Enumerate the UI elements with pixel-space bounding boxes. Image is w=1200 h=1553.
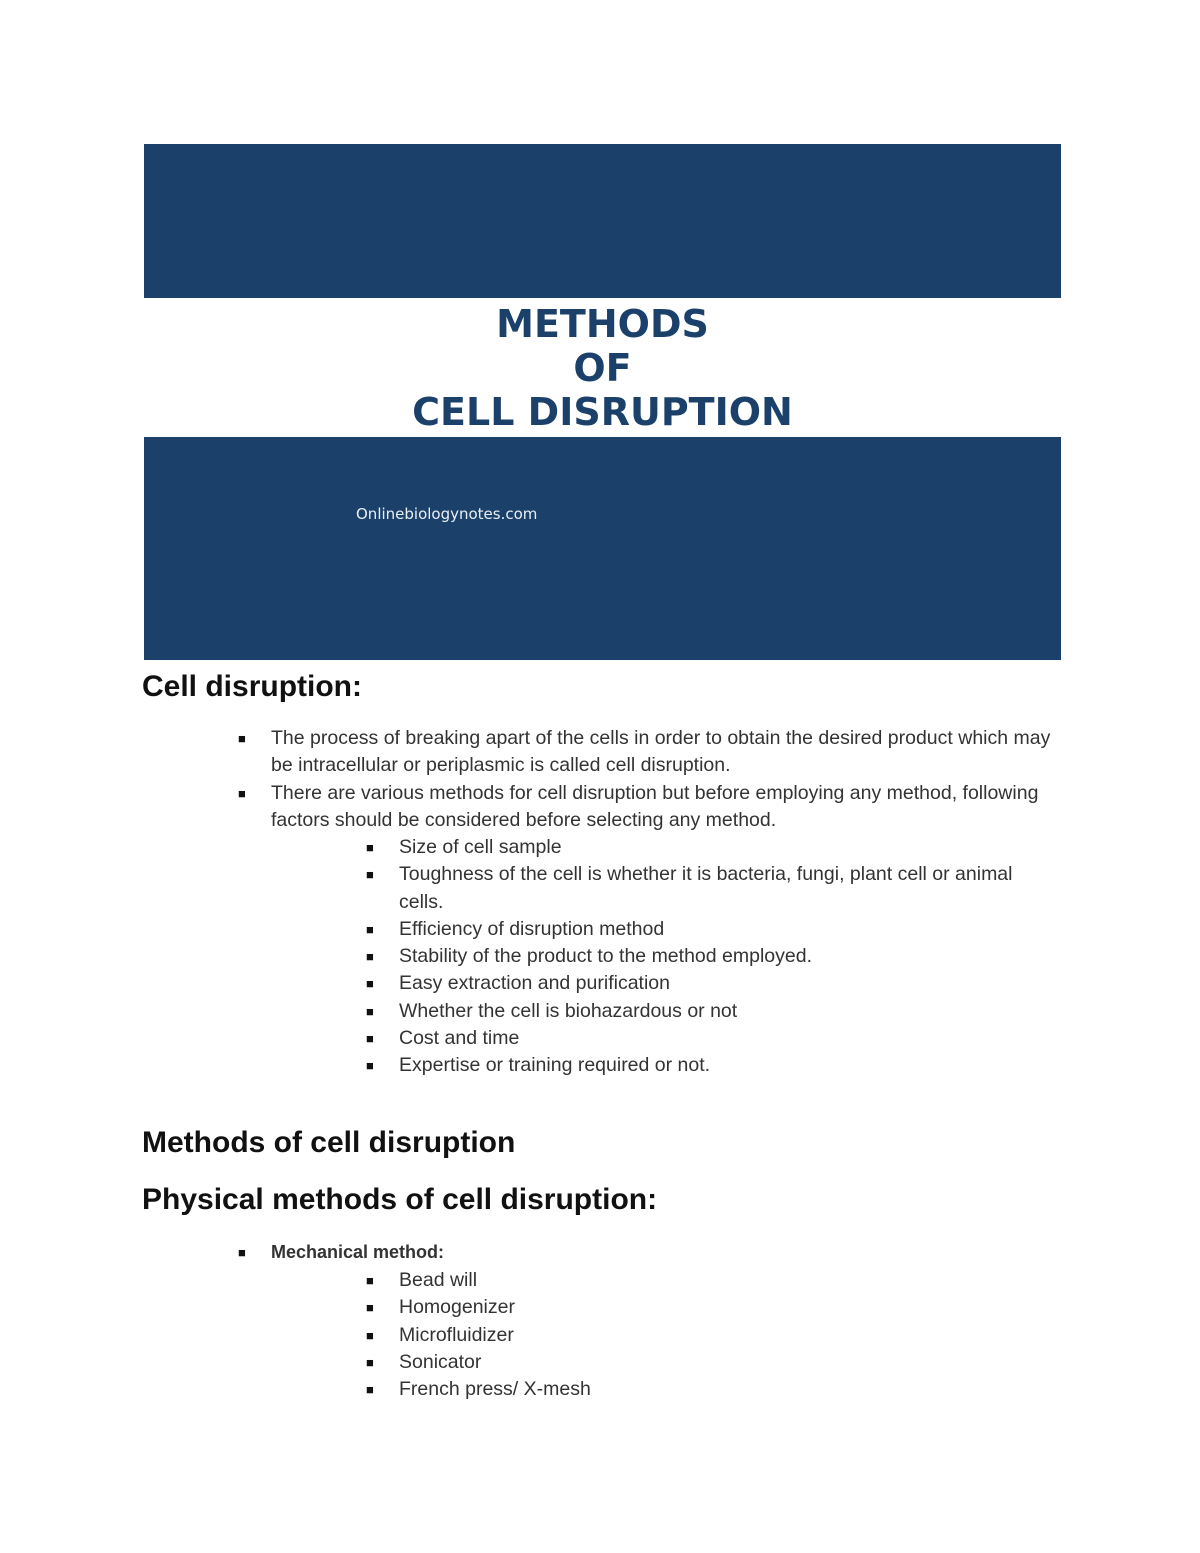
mechanical-list [238,1239,1061,1266]
list-item [366,970,1059,997]
heading-methods: Methods of cell disruption [142,1126,516,1159]
mechanical-items-list [366,1267,1059,1403]
list-item-text: Whether the cell is biohazardous or not [399,999,738,1022]
list-item-text: Easy extraction and purification [399,972,670,995]
bullet-marker: ■ [238,1245,246,1260]
bullet-marker: ■ [366,1382,374,1398]
heading-physical-methods: Physical methods of cell disruption: [142,1183,658,1216]
bullet-marker: ■ [366,867,374,883]
list-item [238,725,1061,780]
banner-title-line-1: METHODS [496,302,709,346]
bullet-marker: ■ [366,1327,374,1343]
definition-list [238,725,1061,834]
bullet-marker: ■ [366,976,374,992]
factors-list [366,834,1059,1080]
banner-title-line-2: OF [573,346,632,390]
list-item [366,1376,1059,1403]
list-item-text: The process of breaking apart of the cells in order to obtain the desired product which may be intracellular or periplasmic is called cell disruption. [271,727,1051,777]
heading-cell-disruption: Cell disruption: [142,670,362,703]
list-item [366,834,1059,861]
list-item-text: There are various methods for cell disruption but before employing any method, following factors should be considered before selecting any method. [271,781,1039,831]
banner-site-label: Onlinebiologynotes.com [356,505,538,523]
banner-title [144,298,1061,437]
list-item-text: Stability of the product to the method employed. [399,945,812,968]
bullet-marker: ■ [366,921,374,937]
bullet-marker: ■ [366,1058,374,1074]
list-item-text: Cost and time [399,1027,520,1050]
list-item [366,1322,1059,1349]
list-item [366,1052,1059,1079]
list-item [366,998,1059,1025]
bullet-marker: ■ [238,785,246,801]
list-item [366,1349,1059,1376]
list-item-text: Bead will [399,1269,478,1291]
title-banner [144,144,1061,660]
list-item-text: Homogenizer [399,1296,515,1319]
list-item [366,943,1059,970]
bullet-marker: ■ [366,1354,374,1370]
list-item [366,1025,1059,1052]
list-item [238,1239,1061,1266]
list-item [366,861,1059,916]
bullet-marker: ■ [366,1003,374,1019]
list-item-text: Size of cell sample [399,836,562,858]
list-item-text: Toughness of the cell is whether it is bacteria, fungi, plant cell or animal cells. [399,863,1013,913]
banner-bottom-band [144,437,1061,660]
list-item-text: Sonicator [399,1350,482,1373]
list-item-text: Microfluidizer [399,1323,514,1346]
list-item-text: Mechanical method: [271,1242,445,1262]
list-item-text: French press/ X-mesh [399,1378,591,1401]
list-item [238,780,1061,835]
bullet-marker: ■ [366,1300,374,1316]
bullet-marker: ■ [366,949,374,965]
list-item [366,1267,1059,1294]
bullet-marker: ■ [366,1031,374,1047]
bullet-marker: ■ [238,731,246,746]
banner-title-line-3: CELL DISRUPTION [412,390,793,434]
list-item-text: Efficiency of disruption method [399,917,665,940]
list-item-text: Expertise or training required or not. [399,1054,711,1077]
list-item [366,916,1059,943]
banner-top-band [144,144,1061,298]
bullet-marker: ■ [366,840,374,855]
bullet-marker: ■ [366,1273,374,1288]
list-item [366,1294,1059,1321]
